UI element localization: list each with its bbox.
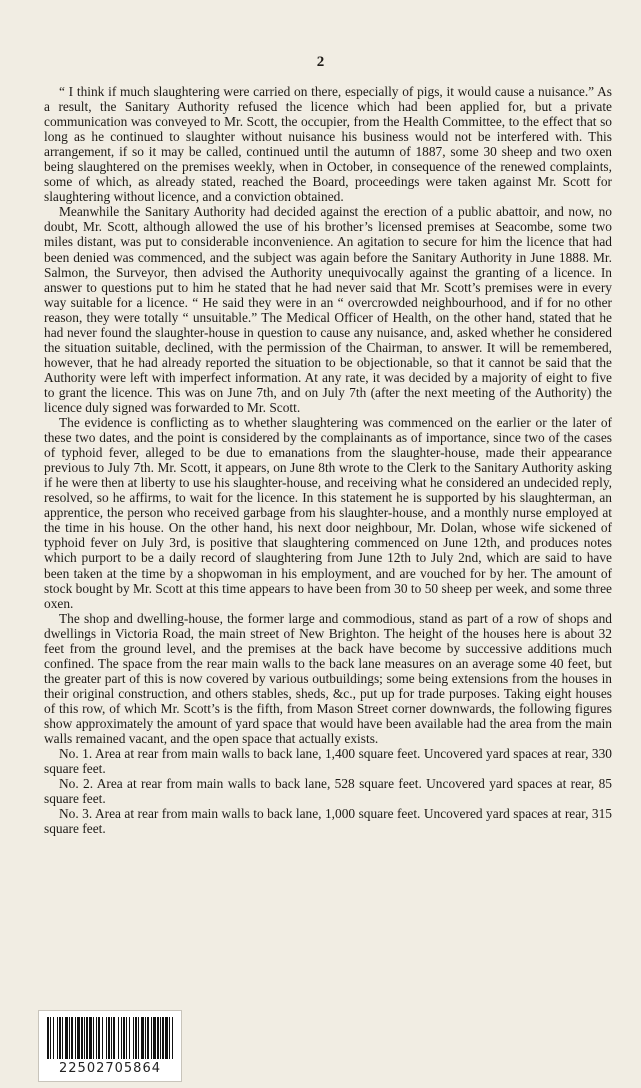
barcode-bar — [169, 1017, 170, 1059]
barcode-bar — [160, 1017, 161, 1059]
paragraph: “ I think if much slaughtering were carried on there, especially of pigs, it would cause a nuisance.” As a result, the Sanitary Authority refused the licence which had been applied for, but a private communication was conveyed to Mr. Scott, the occupier, from the Health Committee, to the effect that so long as he continued to slaughter without nuisance his business would not be interfered with. This arrangement, if so it may be called, continued until the autumn of 1887, some 30 sheep and two oxen being slaughtered on the premises weekly, when in October, in consequence of the renewed complaints, some of which, as already stated, reached the Board, proceedings were taken against Mr. Scott for slaughtering without licence, and a conviction obtained. — [44, 84, 612, 205]
measurement-item: No. 1. Area at rear from main walls to back lane, 1,400 square feet. Uncovered yard spaces at rear, 330 square feet. — [44, 746, 612, 777]
barcode-bar — [138, 1017, 139, 1059]
barcode-bar — [147, 1017, 149, 1059]
barcode-bar — [151, 1017, 152, 1059]
barcode-bar — [129, 1017, 130, 1059]
paragraph: Meanwhile the Sanitary Authority had decided against the erection of a public abattoir, and now, no doubt, Mr. Scott, although allowed the use of his brother’s licensed premises at Seacombe, some two miles distant, was put to considerable inconvenience. An agitation to secure for him the licence that had been denied was commenced, and the subject was again before the Sanitary Authority in June 1888. Mr. Salmon, the Surveyor, then advised the Authority unequivocally against the granting of a licence. In answer to questions put to him he stated that he had never said that Mr. Scott’s premises were in every way suitable for a licence. “ He said they were in an “ overcrowded neighbourhood, and if for no other reason, they were totally “ unsuitable.” The Medical Officer of Health, on the other hand, stated that he had never found the slaughter-house in question to cause any nuisance, and, asked whether he considered the situation suitable, declined, with the permission of the Chairman, to answer. It will be remembered, however, that he had already reported the situation to be objectionable, so that it cannot be said that the Authority were left with imperfect information. At any rate, it was decided by a majority of eight to five to grant the licence. This was on June 7th, and on July 7th (after the next meeting of the Authority) the licence duly signed was forwarded to Mr. Scott. — [44, 204, 612, 415]
barcode-bar — [57, 1017, 58, 1059]
barcode-bar — [62, 1017, 63, 1059]
barcode-bar — [106, 1017, 107, 1059]
measurement-item: No. 2. Area at rear from main walls to back lane, 528 square feet. Uncovered yard spaces at rear, 85 square feet. — [44, 776, 612, 807]
paragraph: The evidence is conflicting as to whether slaughtering was commenced on the earlier or the later of these two dates, and the point is considered by the complainants as of importance, since two of the cases of typhoid fever, alleged to be due to emanations from the slaughter-house, made their appearance previous to July 7th. Mr. Scott, it appears, on June 8th wrote to the Clerk to the Sanitary Authority asking if he were then at liberty to use his slaughter-house, and receiving what he considered an undecided reply, resolved, so he affirms, to wait for the licence. In this statement he is supported by his slaughterman, an apprentice, the person who received garbage from his slaughter-house, and a monthly nurse employed at the time in his house. On the other hand, his next door neighbour, Mr. Dolan, whose wife sickened of typhoid fever on July 3rd, is positive that slaughtering commenced on June 12th, and produces notes which purport to be a daily record of slaughtering from June 12th to July 2nd, which are said to have been taken at the time by a shopwoman in his employment, and are vouched for by her. The amount of stock bought by Mr. Scott at this time appears to have been from 30 to 50 sheep per week, and some three oxen. — [44, 415, 612, 611]
barcode-bar — [162, 1017, 164, 1059]
barcode-bar — [71, 1017, 73, 1059]
measurement-item: No. 3. Area at rear from main walls to back lane, 1,000 square feet. Uncovered yard spaces at rear, 315 square feet. — [44, 806, 612, 837]
barcode-icon — [45, 1017, 175, 1059]
document-body — [44, 84, 612, 836]
barcode-bar — [59, 1017, 61, 1059]
barcode-bar — [121, 1017, 122, 1059]
barcode-bar — [172, 1017, 173, 1059]
barcode-bar — [53, 1017, 54, 1059]
barcode-bar — [102, 1017, 103, 1059]
barcode-bar — [96, 1017, 97, 1059]
barcode-bar — [65, 1017, 68, 1059]
barcode-bar — [133, 1017, 134, 1059]
page-number: 2 — [316, 54, 325, 70]
barcode-bar — [81, 1017, 83, 1059]
barcode-bar — [50, 1017, 51, 1059]
barcode-bar — [135, 1017, 137, 1059]
barcode-bar — [84, 1017, 85, 1059]
paragraph: The shop and dwelling-house, the former large and commodious, stand as part of a row of shops and dwellings in Victoria Road, the main street of New Brighton. The height of the houses here is about 32 feet from the ground level, and the premises at the back have become by successive additions much confined. The space from the rear main walls to the back lane measures on an average some 40 feet, but the greater part of this is now covered by various outbuildings; some being extensions from the houses in their original construction, and others stables, sheds, &c., put up for trade purposes. Taking eight houses of this row, of which Mr. Scott’s is the fifth, from Mason Street corner downwards, the following figures show approximately the amount of yard space that would have been available had the area from the main walls remained vacant, and the open space that actually exists. — [44, 610, 612, 747]
barcode-bar — [145, 1017, 146, 1059]
barcode-bar — [113, 1017, 115, 1059]
barcode-bar — [89, 1017, 92, 1059]
barcode-bar — [98, 1017, 100, 1059]
barcode-bar — [93, 1017, 94, 1059]
barcode-bar — [126, 1017, 127, 1059]
barcode-bar — [69, 1017, 70, 1059]
barcode-bar — [165, 1017, 168, 1059]
barcode-bar — [77, 1017, 80, 1059]
barcode-bar — [75, 1017, 76, 1059]
barcode-bar — [86, 1017, 88, 1059]
barcode-bar — [141, 1017, 144, 1059]
barcode-bar — [123, 1017, 125, 1059]
barcode-number: 22502705864 — [59, 1061, 161, 1076]
barcode-bar — [157, 1017, 159, 1059]
barcode-bar — [47, 1017, 49, 1059]
barcode-bar — [118, 1017, 119, 1059]
barcode-label — [38, 1010, 182, 1082]
barcode-bar — [153, 1017, 156, 1059]
barcode-bar — [108, 1017, 110, 1059]
barcode-bar — [111, 1017, 112, 1059]
